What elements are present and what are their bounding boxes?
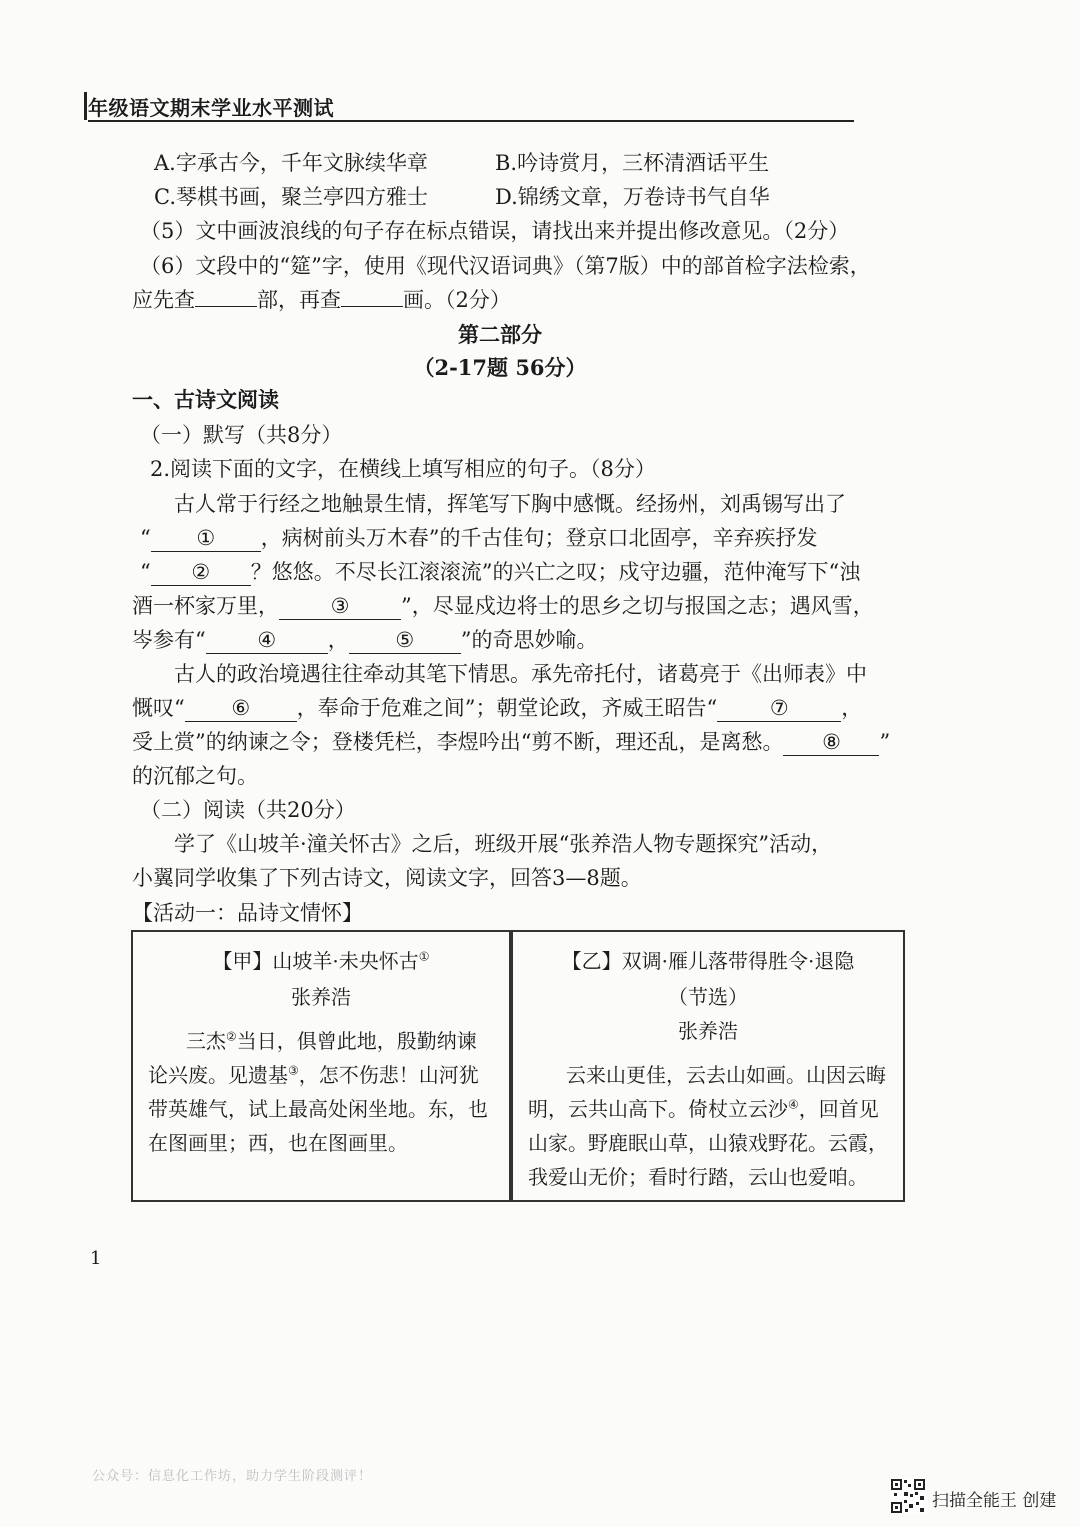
reading-intro-line: 学了《山坡羊·潼关怀古》之后，班级开展“张养浩人物专题探究”活动，	[174, 832, 833, 856]
blank-2[interactable]: ②	[151, 559, 251, 586]
paragraph-line: 慨叹“ ⑥ ，奉命于危难之间”；朝堂论政，齐威王昭告“ ⑦ ，	[132, 696, 863, 720]
qr-code-icon	[890, 1478, 926, 1514]
poem-b-line: 山家。野鹿眠山草，山猿戏野花。云霞，	[528, 1131, 888, 1155]
question-5: （5）文中画波浪线的句子存在标点错误，请找出来并提出修改意见。（2分）	[140, 219, 850, 243]
option-b: B.吟诗赏月，三杯清酒话平生	[495, 151, 770, 175]
header-rule	[88, 120, 854, 122]
option-a: A.字承古今，千年文脉续华章	[154, 151, 428, 175]
blank-1[interactable]: ①	[151, 525, 261, 552]
footer-watermark-note: 公众号：信息化工作坊，助力学生阶段测评！	[92, 1469, 373, 1484]
poem-b-title: 【乙】双调·雁儿落带得胜令·退隐	[561, 949, 855, 973]
poem-b-author: 张养浩	[678, 1019, 738, 1043]
option-c: C.琴棋书画，聚兰亭四方雅士	[154, 185, 428, 209]
reading-intro-line: 小翼同学收集了下列古诗文，阅读文字，回答3—8题。	[132, 866, 642, 890]
paragraph-line: 古人常于行经之地触景生情，挥笔写下胸中感慨。经扬州，刘禹锡写出了	[174, 492, 846, 516]
poem-a-title: 【甲】山坡羊·未央怀古①	[212, 949, 430, 973]
part-title: 第二部分	[458, 322, 542, 347]
scanner-label: 扫描全能王 创建	[932, 1491, 1057, 1511]
blank-3[interactable]: ③	[279, 593, 401, 620]
paragraph-line: 酒一杯家万里， ③ ”，尽显戍边将士的思乡之切与报国之志；遇风雪，	[132, 594, 874, 618]
poem-b-subtitle: （节选）	[668, 985, 748, 1009]
poem-b-line: 云来山更佳，云去山如画。山因云晦	[566, 1063, 886, 1087]
blank-6[interactable]: ⑥	[185, 695, 297, 722]
poem-b-line: 明，云共山高下。倚杖立云沙④，回首见	[528, 1097, 879, 1121]
paragraph-line: 古人的政治境遇往往牵动其笔下情思。承先帝托付，诸葛亮于《出师表》中	[174, 662, 867, 686]
paragraph-line: 的沉郁之句。	[132, 764, 258, 788]
part-subtitle: （2-17题 56分）	[413, 355, 587, 380]
poem-a-author: 张养浩	[291, 985, 351, 1009]
activity-heading: 【活动一：品诗文情怀】	[132, 901, 363, 925]
subsection-heading: （二）阅读（共20分）	[140, 798, 356, 822]
poem-b-line: 我爱山无价；看时行踏，云山也爱咱。	[528, 1165, 868, 1189]
page-number: 1	[90, 1248, 102, 1269]
poem-a-line: 在图画里；西，也在图画里。	[148, 1131, 408, 1155]
question-6-line1: （6）文段中的“筵”字，使用《现代汉语词典》（第7版）中的部首检字法检索，	[140, 254, 871, 278]
blank-5[interactable]: ⑤	[349, 627, 461, 654]
blank-8[interactable]: ⑧	[783, 729, 879, 756]
page-header-title: 年级语文期末学业水平测试	[88, 96, 334, 120]
answer-blank[interactable]	[341, 306, 403, 307]
answer-blank[interactable]	[195, 306, 257, 307]
paragraph-line: 受上赏”的纳谏之令；登楼凭栏，李煜吟出“剪不断，理还乱，是离愁。 ⑧ ”	[132, 730, 891, 754]
question-2-stem: 2.阅读下面的文字，在横线上填写相应的句子。（8分）	[150, 457, 656, 481]
section-heading: 一、古诗文阅读	[132, 387, 279, 412]
paragraph-line: “ ② ？悠悠。不尽长江滚滚流”的兴亡之叹；戍守边疆，范仲淹写下“浊	[140, 560, 861, 584]
poem-a-line: 三杰②当日，俱曾此地，殷勤纳谏	[186, 1029, 477, 1053]
option-d: D.锦绣文章，万卷诗书气自华	[495, 185, 770, 209]
paragraph-line: 岑参有“ ④ ， ⑤ ”的奇思妙喻。	[132, 628, 598, 652]
question-6-line2: 应先查 部，再查 画。（2分）	[132, 288, 511, 312]
poem-a-line: 带英雄气，试上最高处闲坐地。东，也	[148, 1097, 488, 1121]
poem-a-line: 论兴废。见遗基③，怎不伤悲！山河犹	[148, 1063, 479, 1087]
subsection-heading: （一）默写（共8分）	[140, 423, 343, 447]
blank-4[interactable]: ④	[206, 627, 328, 654]
blank-7[interactable]: ⑦	[717, 695, 841, 722]
paragraph-line: “ ① ，病树前头万木春”的千古佳句；登京口北固亭，辛弃疾抒发	[140, 526, 818, 550]
header-bar	[84, 92, 87, 120]
